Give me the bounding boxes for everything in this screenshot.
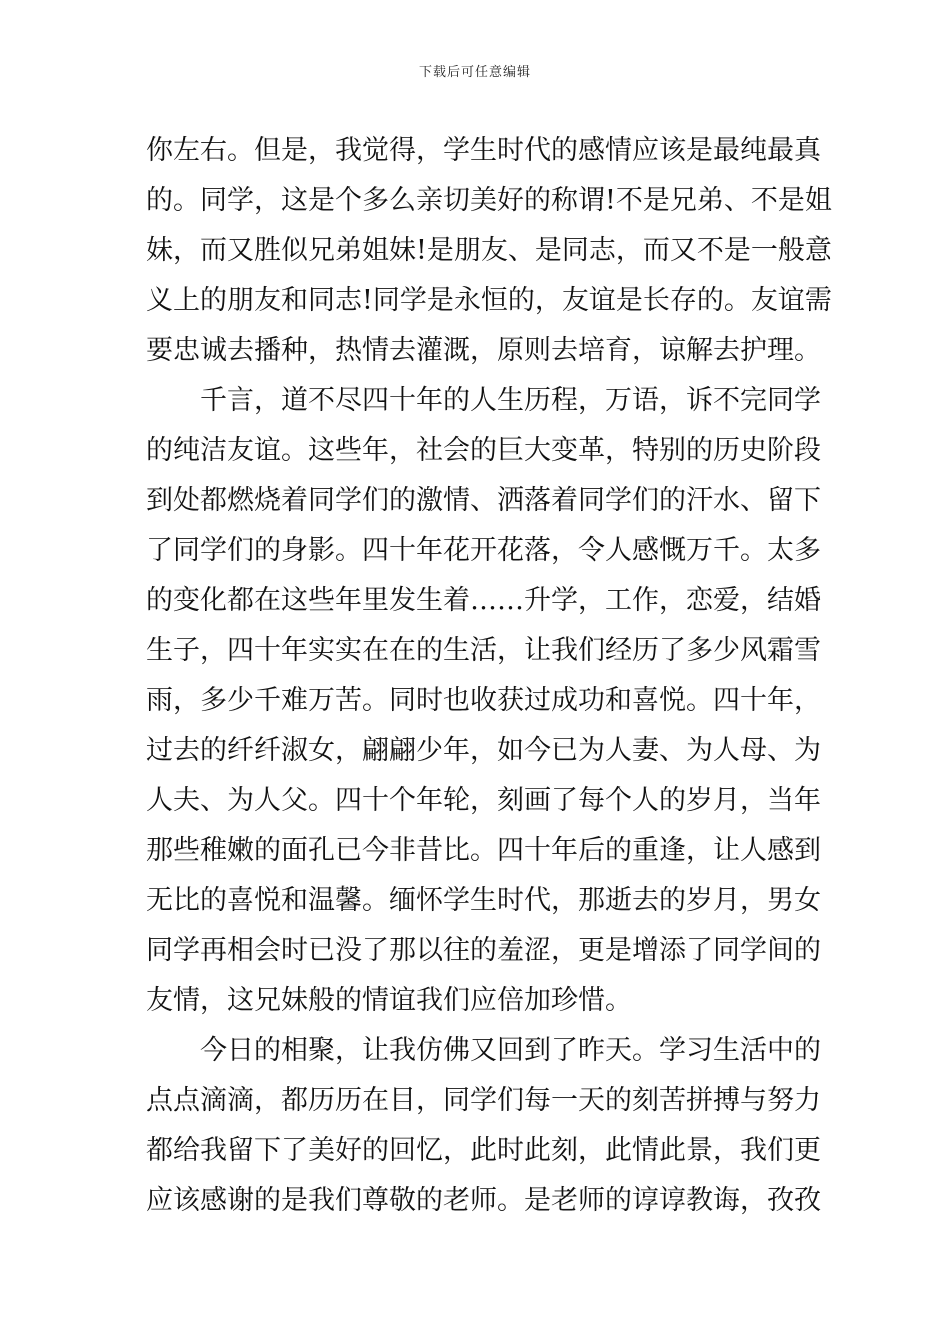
text-line: 过去的纤纤淑女，翩翩少年，如今已为人妻、为人母、为 — [146, 735, 821, 766]
text-line: 了同学们的身影。四十年花开花落，令人感慨万千。太多 — [146, 535, 821, 566]
text-line: 今日的相聚，让我仿佛又回到了昨天。学习生活中的 — [200, 1035, 821, 1066]
text-line: 的。同学，这是个多么亲切美好的称谓!不是兄弟、不是姐 — [146, 185, 832, 216]
text-line: 千言，道不尽四十年的人生历程，万语，诉不完同学 — [200, 385, 821, 416]
text-line: 应该感谢的是我们尊敬的老师。是老师的谆谆教诲，孜孜 — [146, 1185, 821, 1216]
text-line: 人夫、为人父。四十个年轮，刻画了每个人的岁月，当年 — [146, 785, 821, 816]
text-line: 同学再相会时已没了那以往的羞涩，更是增添了同学间的 — [146, 935, 821, 966]
text-line: 那些稚嫩的面孔已今非昔比。四十年后的重逢，让人感到 — [146, 835, 821, 866]
text-line: 妹，而又胜似兄弟姐妹!是朋友、是同志，而又不是一般意 — [146, 235, 832, 266]
document-body — [146, 126, 832, 1226]
text-line: 要忠诚去播种，热情去灌溉，原则去培育，谅解去护理。 — [146, 335, 821, 366]
text-line: 都给我留下了美好的回忆，此时此刻，此情此景，我们更 — [146, 1135, 821, 1166]
text-line: 友情，这兄妹般的情谊我们应倍加珍惜。 — [146, 985, 632, 1016]
text-line: 点点滴滴，都历历在目，同学们每一天的刻苦拼搏与努力 — [146, 1085, 821, 1116]
text-line: 的纯洁友谊。这些年，社会的巨大变革，特别的历史阶段 — [146, 435, 821, 466]
text-line: 义上的朋友和同志!同学是永恒的，友谊是长存的。友谊需 — [146, 285, 832, 316]
text-line: 的变化都在这些年里发生着……升学，工作，恋爱，结婚 — [146, 585, 821, 616]
text-line: 雨，多少千难万苦。同时也收获过成功和喜悦。四十年， — [146, 685, 821, 716]
text-line: 无比的喜悦和温馨。缅怀学生时代，那逝去的岁月，男女 — [146, 885, 821, 916]
page-header: 下载后可任意编辑 — [418, 65, 531, 80]
text-line: 生子，四十年实实在在的生活，让我们经历了多少风霜雪 — [146, 635, 821, 666]
text-line: 你左右。但是，我觉得，学生时代的感情应该是最纯最真 — [146, 135, 821, 166]
text-line: 到处都燃烧着同学们的激情、洒落着同学们的汗水、留下 — [146, 485, 821, 516]
